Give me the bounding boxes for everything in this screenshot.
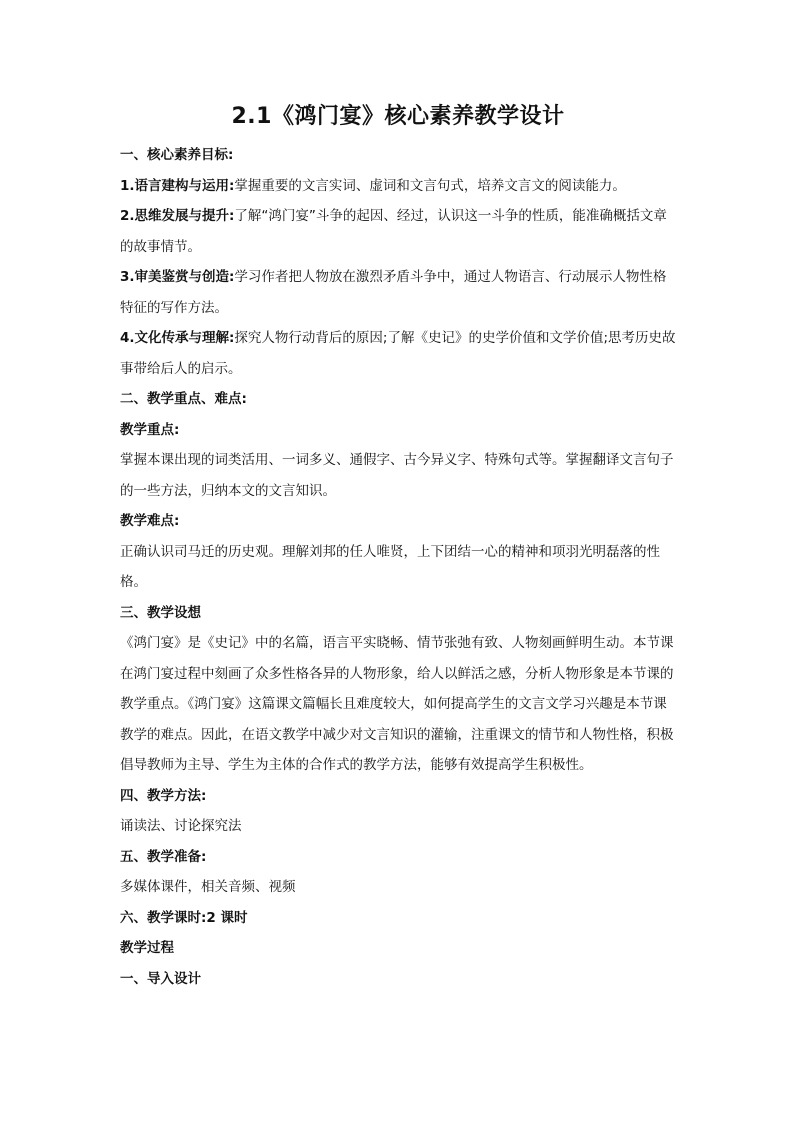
focus-label: 教学重点: — [120, 421, 180, 438]
goal-3-text: 学习作者把人物放在激烈矛盾斗争中，通过人物语言、行动展示人物性格特征的写作方法。 — [120, 269, 667, 316]
goal-4 — [120, 323, 676, 384]
goal-2-lead: 2.思维发展与提升: — [120, 208, 235, 224]
prep-text: 多媒体课件，相关音频、视频 — [120, 879, 296, 895]
focus-text: 掌握本课出现的词类活用、一词多义、通假字、古今异义字、特殊句式等。掌握翻译文言句子的一些方法，归纳本文的文言知识。 — [120, 452, 674, 499]
method-text: 诵读法、讨论探究法 — [120, 818, 242, 834]
intro-heading: 一、导入设计 — [120, 970, 201, 987]
difficulty-text: 正确认识司马迁的历史观。理解刘邦的任人唯贤，上下团结一心的精神和项羽光明磊落的性格。 — [120, 543, 660, 590]
goal-4-lead: 4.文化传承与理解: — [120, 330, 235, 346]
process-heading: 教学过程 — [120, 940, 174, 956]
difficulty-label: 教学难点: — [120, 513, 180, 529]
document-title: 2.1《鸿门宴》核心素养教学设计 — [231, 104, 565, 129]
document-page — [120, 100, 676, 994]
key-points-heading: 二、教学重点、难点: — [120, 391, 247, 407]
method-heading: 四、教学方法: — [120, 787, 207, 804]
goal-1-text: 掌握重要的文言实词、虚词和文言句式，培养文言文的阅读能力。 — [234, 177, 626, 194]
goals-heading: 一、核心素养目标: — [120, 147, 234, 163]
design-heading: 三、教学设想 — [120, 604, 201, 621]
prep-heading: 五、教学准备: — [120, 848, 207, 865]
hours-heading: 六、教学课时:2 课时 — [120, 909, 248, 926]
goal-1-lead: 1.语言建构与运用: — [120, 177, 235, 194]
design-text: 《鸿门宴》是《史记》中的名篇，语言平实晓畅、情节张弛有致、人物刻画鲜明生动。本节课在鸿门宴过程中刻画了众多性格各异的人物形象，给人以鲜活之感，分析人物形象是本节课的教学重点。《鸿门宴》这篇课文篇幅长且难度较大，如何提高学生的文言文学习兴趣是本节课教学的难点。因此，在语文教学中减少对文言知识的灌输，注重课文的情节和人物性格，积极倡导教师为主导、学生为主体的合作式的教学方法，能够有效提高学生积极性。 — [120, 635, 674, 773]
goal-3-lead: 3.审美鉴赏与创造: — [120, 269, 235, 285]
goal-1 — [120, 171, 676, 202]
goal-2-text: 了解“鸿门宴”斗争的起因、经过，认识这一斗争的性质，能准确概括文章的故事情节。 — [120, 208, 667, 255]
goal-4-text: 探究人物行动背后的原因;了解《史记》的史学价值和文学价值;思考历史故事带给后人的启示。 — [120, 330, 676, 377]
goal-2 — [120, 201, 676, 262]
goal-3 — [120, 262, 676, 323]
